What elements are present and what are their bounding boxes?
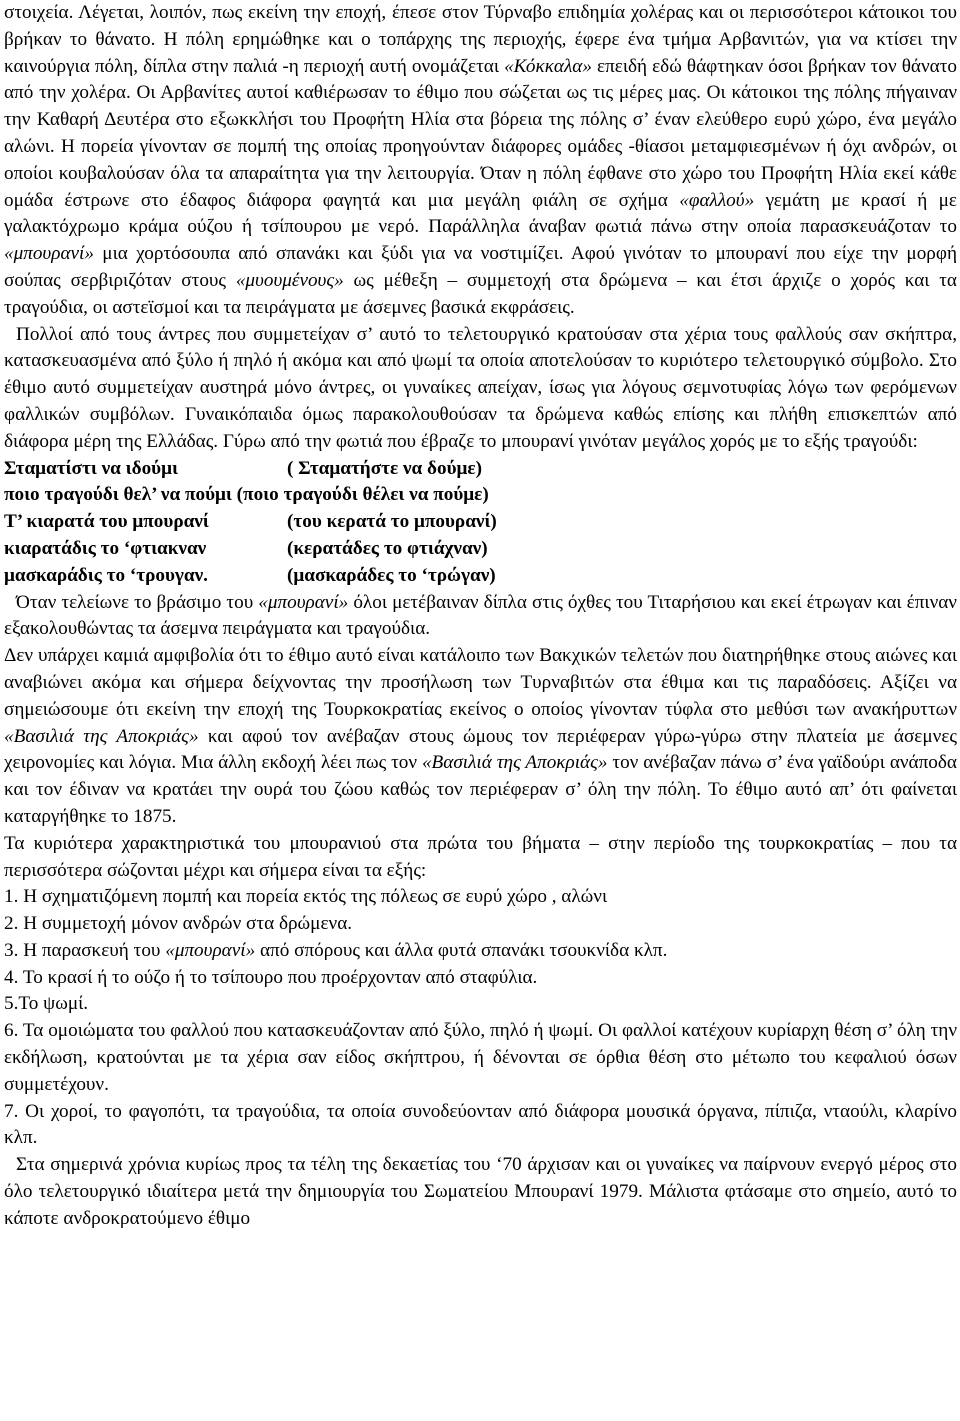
- song-line-translation: (μασκαράδες το ‘τρώγαν): [287, 564, 496, 586]
- text-run: 7. Οι χοροί, το φαγοπότι, τα τραγούδια, τα οποία συνοδεύονταν από διάφορα μουσικά όργανα, πίπιζα, νταούλι, κλαρίνο κλπ.: [4, 1100, 957, 1149]
- song-lyrics: [4, 456, 957, 590]
- list-item: [4, 991, 957, 1018]
- italic-term: «μπουρανί»: [165, 939, 256, 961]
- text-run: γεμάτη με κρασί ή με γαλακτόχρωμο κράμα ούζου ή τσίπουρου με νερό. Παράλληλα άναβαν φωτιά πάνω στην οποία παρασκευάζοταν το: [4, 189, 957, 238]
- text-run: 2. Η συμμετοχή μόνον ανδρών στα δρώμενα.: [4, 913, 353, 935]
- list-item: [4, 965, 957, 992]
- text-run: από σπόρους και άλλα φυτά σπανάκι τσουκνίδα κλπ.: [255, 939, 668, 961]
- list-item: [4, 884, 957, 911]
- song-line: [4, 482, 957, 509]
- text-run: 6. Τα ομοιώματα του φαλλού που κατασκευάζονταν από ξύλο, πηλό ή ψωμί. Οι φαλλοί κατέχουν κυρίαρχη θέση σ’ όλη την εκδήλωση, κρατούνται με τα χέρια σαν είδος σκήπτρου, ή δένονται σε όρθια θέση στο μέτωπο του κεφαλιού όσων συμμετέχουν.: [4, 1020, 957, 1095]
- paragraph-cholera-history: [4, 0, 957, 322]
- text-run: 5.Το ψωμί.: [4, 993, 89, 1015]
- paragraph-phallus-scepters: [4, 322, 957, 456]
- italic-term: «Κόκκαλα»: [504, 55, 592, 77]
- paragraph-modern-times: [4, 1152, 957, 1232]
- song-line: [4, 536, 957, 563]
- song-line-dialect: Σταματίστι να ιδούμι: [4, 457, 178, 479]
- paragraph-characteristics-intro: [4, 831, 957, 885]
- italic-term: «Βασιλιά της Αποκριάς»: [421, 752, 608, 774]
- song-line-dialect: Τ’ κιαρατά του μπουρανί: [4, 511, 209, 533]
- song-line-dialect: ποιο τραγούδι θελ’ να πούμι (ποιο τραγούδι θέλει να πούμε): [4, 484, 489, 506]
- song-line-dialect: κιαρατάδις το ‘φτιακναν: [4, 537, 207, 559]
- list-item: [4, 1018, 957, 1098]
- list-item: [4, 1099, 957, 1153]
- italic-term: «φαλλού»: [679, 189, 755, 211]
- song-line-translation: (κερατάδες το φτιάχναν): [287, 537, 488, 559]
- paragraph-text: Τα κυριότερα χαρακτηριστικά του μπουρανιού στα πρώτα του βήματα – στην περίοδο της τουρκοκρατίας – που τα περισσότερα σώζονται μέχρι και σήμερα είναι τα εξής:: [4, 832, 957, 881]
- text-run: 3. Η παρασκευή του: [4, 939, 166, 961]
- song-line: [4, 563, 957, 590]
- italic-term: «μυουμένους»: [235, 269, 344, 291]
- text-run: 1. Η σχηματιζόμενη πομπή και πορεία εκτός της πόλεως σε ευρύ χώρο , αλώνι: [4, 886, 608, 908]
- paragraph-bacchic-origins: [4, 643, 957, 831]
- italic-term: «Βασιλιά της Αποκριάς»: [4, 725, 199, 747]
- italic-term: «μπουρανί»: [4, 243, 94, 265]
- text-run: μια χορτόσουπα από σπανάκι και ξύδι για να νοστιμίζει. Αφού γινόταν το μπουρανί που είχε την μορφή σούπας σερβιριζόταν στους: [4, 243, 957, 291]
- text-run: και αφού τον ανέβαζαν στους ώμους τον περιέφεραν γύρω-γύρω στην πλατεία με άσεμνες χειρονομίες και λόγια. Μια άλλη εκδοχή λέει πως τον: [4, 725, 957, 774]
- italic-term: «μπουρανί»: [258, 591, 349, 613]
- text-run: Όταν τελείωνε το βράσιμο του: [16, 591, 259, 613]
- list-item: [4, 938, 957, 965]
- text-run: ως μέθεξη – συμμετοχή στα δρώμενα – και έτσι άρχιζε ο χορός και τα τραγούδια, οι αστεϊσμοί και τα πειράγματα με άσεμνες βασικά εκφράσεις.: [4, 269, 957, 318]
- text-run: επειδή εδώ θάφτηκαν όσοι βρήκαν τον θάνατο από την χολέρα. Οι Αρβανίτες αυτοί καθιέρωσαν το έθιμο που σώζεται ως τις μέρες μας. Οι κάτοικοι της πόλης πήγαιναν την Καθαρή Δευτέρα στο εξωκκλήσι του Προφήτη Ηλία στα βόρεια της πόλης σ’ έναν ελεύθερο ευρύ χώρο, ένα μεγάλο αλώνι. Η πορεία γίνονταν σε πομπή της οποίας προηγούνταν διάφορες ομάδες -θίασοι μεταμφιεσμένων ή όχι ανδρών, οι οποίοι κουβαλούσαν όλα τα απαραίτητα για την λειτουργία. Όταν η πόλη έφθανε στο χώρο του Προφήτη Ηλία εκεί κάθε ομάδα έστρωνε στο έδαφος διάφορα φαγητά και μια μεγάλη φιάλη σε σχήμα: [4, 55, 957, 211]
- song-line: [4, 509, 957, 536]
- song-line-translation: ( Σταματήστε να δούμε): [287, 457, 483, 479]
- text-run: Δεν υπάρχει καμιά αμφιβολία ότι το έθιμο αυτό είναι κατάλοιπο των Βακχικών τελετών που διατηρήθηκε στους αιώνες και αναβιώνει ακόμα και σήμερα δείχνοντας την προσήλωση των Τυρναβιτών στα έθιμα και τις παραδόσεις. Αξίζει να σημειώσουμε ότι εκείνη την εποχή της Τουρκοκρατίας εκείνος ο οποίος γίνονταν τύφλα στο μεθύσι των ανακήρυττων: [4, 645, 957, 720]
- characteristics-list: [4, 884, 957, 1152]
- paragraph-text: Πολλοί από τους άντρες που συμμετείχαν σ’ αυτό το τελετουργικό κρατούσαν στα χέρια τους φαλλούς σαν σκήπτρα, κατασκευασμένα από ξύλο ή πηλό ή ακόμα και από ψωμί τα οποία αποτελούσαν το κυριότερο τελετουργικό σύμβολο. Στο έθιμο αυτό συμμετείχαν αυστηρά μόνο άντρες, οι γυναίκες απείχαν, ίσως για λόγους σεμνοτυφίας λόγω των φερόμενων φαλλικών συμβόλων. Γυναικόπαιδα όμως παρακολουθούσαν τα δρώμενα καθώς επίσης και πλήθη επισκεπτών από διάφορα μέρη της Ελλάδας. Γύρω από την φωτιά που έβραζε το μπουρανί γινόταν μεγάλος χορός με το εξής τραγούδι:: [4, 323, 957, 452]
- paragraph-after-boiling: [4, 590, 957, 644]
- text-run: όλοι μετέβαιναν δίπλα στις όχθες του Τιταρήσιου και εκεί έτρωγαν και έπιναν εξακολουθώντας τα άσεμνα πειράγματα και τραγούδια.: [4, 591, 957, 640]
- list-item: [4, 911, 957, 938]
- text-run: στοιχεία. Λέγεται, λοιπόν, πως εκείνη την εποχή, έπεσε στον Τύρναβο επιδημία χολέρας και οι περισσότεροι κάτοικοι του βρήκαν το θάνατο. Η πόλη ερημώθηκε και ο τοπάρχης της περιοχής, έφερε ένα τμήμα Αρβανιτών, για να κτίσει την καινούργια πόλη, δίπλα στην παλιά -η περιοχή αυτή ονομάζεται: [4, 2, 957, 77]
- text-run: 4. Το κρασί ή το ούζο ή το τσίπουρο που προέρχονταν από σταφύλια.: [4, 966, 538, 988]
- text-run: τον ανέβαζαν πάνω σ’ ένα γαϊδούρι ανάποδα και τον έδιναν να κρατάει την ουρά του ζώου καθώς τον περιέφεραν σ’ όλη την πόλη. Το έθιμο αυτό απ’ ότι φαίνεται καταργήθηκε το 1875.: [4, 752, 957, 827]
- song-line-dialect: μασκαράδις το ‘τρουγαν.: [4, 564, 208, 586]
- song-line: [4, 456, 957, 483]
- paragraph-text: Στα σημερινά χρόνια κυρίως προς τα τέλη της δεκαετίας του ‘70 άρχισαν και οι γυναίκες να παίρνουν ενεργό μέρος στο όλο τελετουργικό ιδιαίτερα μετά την δημιουργία του Σωματείου Μπουρανί 1979. Μάλιστα φτάσαμε στο σημείο, αυτό το κάποτε ανδροκρατούμενο έθιμο: [4, 1154, 957, 1229]
- song-line-translation: (του κερατά το μπουρανί): [287, 511, 497, 533]
